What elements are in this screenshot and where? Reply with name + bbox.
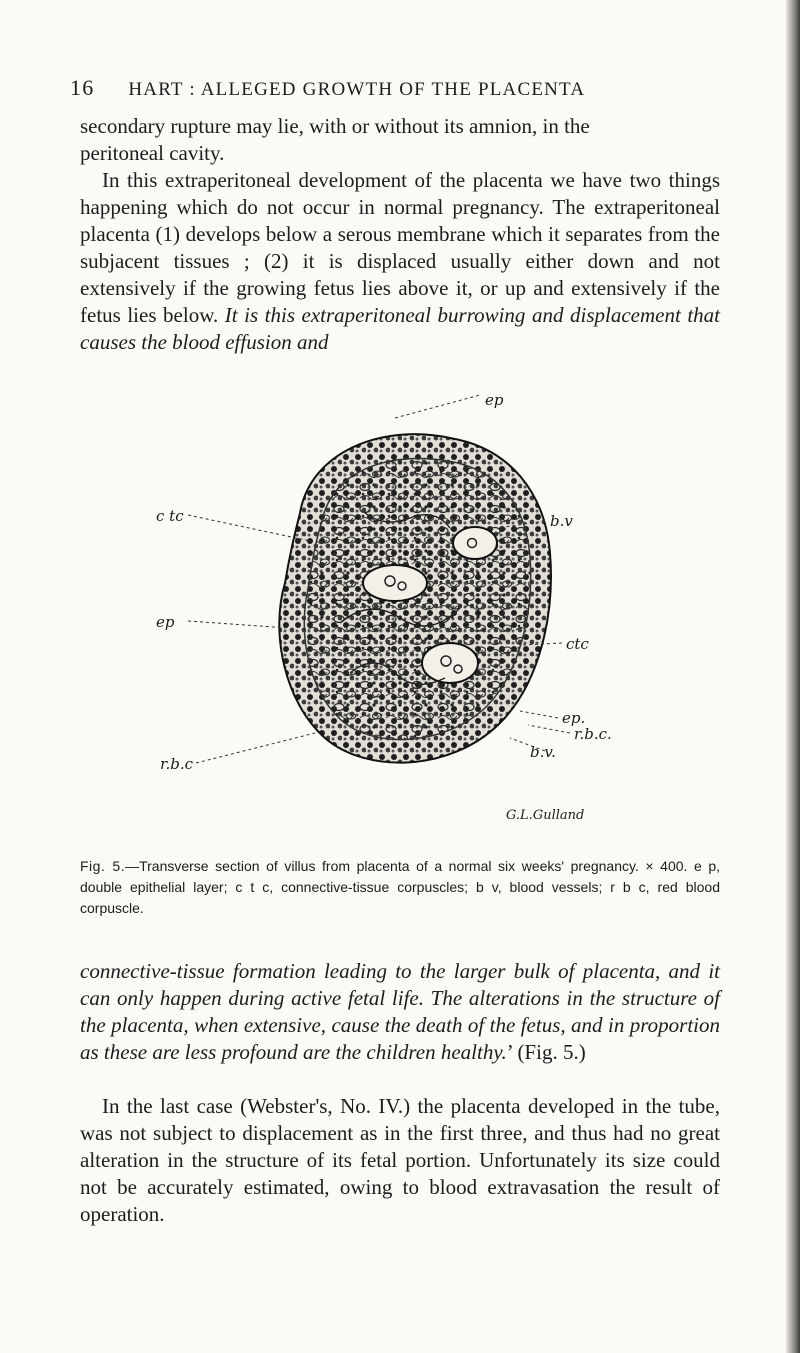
paragraph-3 [80,958,720,1066]
paragraph-4-text: In the last case (Webster's, No. IV.) the placenta developed in the tube, was not subject to displacement as in the first three, and thus had no great alteration in the structure of its fetal portion. Unfortunately its size could not be accurately estimated, owing to blood extravasation the result of operation. [80,1094,720,1226]
paragraph-2 [80,167,720,356]
paragraph-3-figref: (Fig. 5.) [512,1040,586,1064]
paragraph-2-text: In this extraperitoneal development of the placenta we have two things happening which do not occur in normal pregnancy. The extraperitoneal placenta (1) develops below a serous membrane which it separates from the subjacent tissues ; (2) it is displaced usually either down and not extensively if the growing fetus lies above it, or up and extensively if the fetus lies below. [80,168,720,327]
paragraph-4 [80,1093,720,1228]
paragraph-2-italic: It is this extraperitoneal burrowing and displacement that causes the blood effusion and [80,303,720,354]
label-ep-top: ep [485,393,504,409]
page-edge-shadow [786,0,800,1353]
label-ctc-left: c tc [156,507,184,525]
caption-label: Fig. 5. [80,858,126,874]
paragraph-3-quote: ’ [506,1040,513,1064]
running-header [70,75,710,101]
artist-signature: G.L.Gulland [506,808,585,823]
villus-illustration [150,393,650,793]
label-rbc-left: r.b.c [160,755,194,773]
label-ctc-right: ctc [566,635,589,653]
label-bv-bottom: b.v. [530,743,556,761]
paragraph-3-italic: connective-tissue formation leading to the larger bulk of placenta, and it can only happen during active fetal life. The alterations in the structure of the placenta, when extensive, cause the death of the fetus, and in proportion as these are less profound are the children healthy. [80,959,720,1064]
paragraph-1 [80,113,720,167]
label-ep-right: ep. [562,709,586,727]
caption-text: —Transverse section of villus from placenta of a normal six weeks' pregnancy. × 400. e p, double epithelial layer; c t c, connective-tissue corpuscles; b v, blood vessels; r b c, red blood corpuscle. [80,858,721,916]
label-bv-top: b.v [550,512,573,530]
figure-villus-section [150,393,650,793]
figure-caption [80,856,720,919]
running-title: HART : ALLEGED GROWTH OF THE PLACENTA [128,79,586,100]
label-rbc-right: r.b.c. [574,725,612,743]
paragraph-1-line-1: secondary rupture may lie, with or without its amnion, in the [80,114,590,138]
label-ep-left: ep [156,613,175,631]
blood-vessel-2 [453,527,497,559]
paragraph-1-line-2: peritoneal cavity. [80,141,225,165]
page-number: 16 [70,75,95,100]
